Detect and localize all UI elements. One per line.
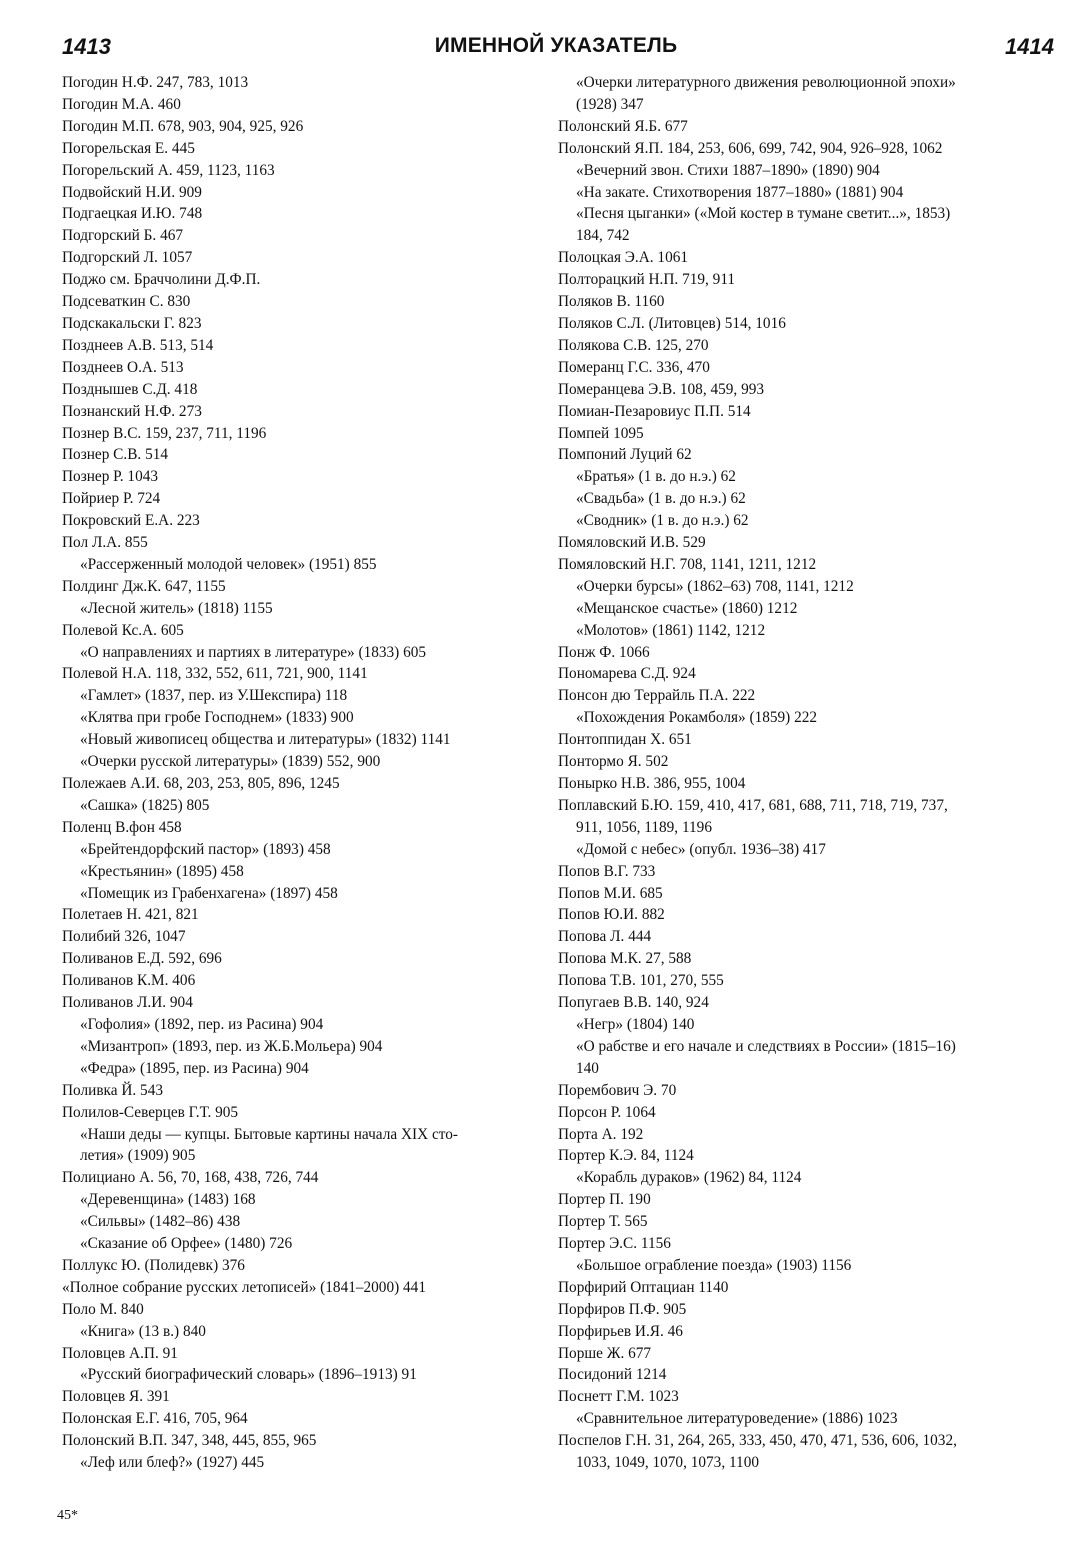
index-entry: Позднеев А.В. 513, 514 xyxy=(62,336,214,354)
index-entry: Помпоний Луций 62 xyxy=(558,446,692,464)
index-entry: «Полное собрание русских летописей» (1841–2000) 441 xyxy=(62,1278,426,1296)
index-entry: Пономарева С.Д. 924 xyxy=(558,665,696,683)
index-subentry: «Корабль дураков» (1962) 84, 1124 xyxy=(576,1169,802,1187)
index-column-right xyxy=(558,72,1038,1474)
index-subentry: «Молотов» (1861) 1142, 1212 xyxy=(576,621,766,639)
index-entry: Поляков В. 1160 xyxy=(558,293,665,311)
index-subentry: «Большое ограбление поезда» (1903) 1156 xyxy=(576,1256,852,1274)
index-subentry: 911, 1056, 1189, 1196 xyxy=(576,818,712,836)
index-entry: Полициано А. 56, 70, 168, 438, 726, 744 xyxy=(62,1169,319,1187)
index-entry: Портер П. 190 xyxy=(558,1191,651,1209)
index-entry: Попова Л. 444 xyxy=(558,928,652,946)
index-subentry: «Новый живописец общества и литературы» (1832) 1141 xyxy=(80,731,451,749)
index-subentry: «Негр» (1804) 140 xyxy=(576,1015,695,1033)
index-subentry: «Очерки бурсы» (1862–63) 708, 1141, 1212 xyxy=(576,577,854,595)
index-entry: Поплавский Б.Ю. 159, 410, 417, 681, 688, 711, 718, 719, 737, xyxy=(558,796,948,814)
index-entry: Помиан-Пезаровиус П.П. 514 xyxy=(558,402,751,420)
index-subentry: «Клятва при гробе Господнем» (1833) 900 xyxy=(80,709,354,727)
index-subentry: «Деревенщина» (1483) 168 xyxy=(80,1191,256,1209)
index-entry: Подгорский Л. 1057 xyxy=(62,249,193,267)
index-entry: Портер К.Э. 84, 1124 xyxy=(558,1147,694,1165)
index-entry: Познер В.С. 159, 237, 711, 1196 xyxy=(62,424,267,442)
right-page-number: 1414 xyxy=(1005,34,1054,59)
index-subentry: «Брейтендорфский пастор» (1893) 458 xyxy=(80,840,331,858)
index-entry: Попова Т.В. 101, 270, 555 xyxy=(558,972,724,990)
index-subentry: «Братья» (1 в. до н.э.) 62 xyxy=(576,468,736,486)
index-subentry: «Рассерженный молодой человек» (1951) 855 xyxy=(80,555,377,573)
index-entry: Погорельский А. 459, 1123, 1163 xyxy=(62,161,275,179)
index-subentry: «Свадьба» (1 в. до н.э.) 62 xyxy=(576,490,746,508)
index-entry: Порсон Р. 1064 xyxy=(558,1103,656,1121)
index-entry: Полибий 326, 1047 xyxy=(62,928,186,946)
index-subentry: «Вечерний звон. Стихи 1887–1890» (1890) 904 xyxy=(576,161,880,179)
index-subentry: «Мещанское счастье» (1860) 1212 xyxy=(576,599,798,617)
index-entry: Понсон дю Террайль П.А. 222 xyxy=(558,687,756,705)
index-entry: Понтоппидан Х. 651 xyxy=(558,731,692,749)
index-entry: Поливанов Л.И. 904 xyxy=(62,994,193,1012)
index-entry: Познер Р. 1043 xyxy=(62,468,159,486)
index-subentry: «Русский биографический словарь» (1896–1913) 91 xyxy=(80,1366,417,1384)
index-entry: Половцев А.П. 91 xyxy=(62,1344,178,1362)
index-entry: Позднышев С.Д. 418 xyxy=(62,380,198,398)
index-entry: Познанский Н.Ф. 273 xyxy=(62,402,202,420)
index-entry: Порембович Э. 70 xyxy=(558,1081,677,1099)
index-entry: Полонский Я.П. 184, 253, 606, 699, 742, 904, 926–928, 1062 xyxy=(558,139,943,157)
index-entry: Полилов-Северцев Г.Т. 905 xyxy=(62,1103,239,1121)
index-entry: Поснетт Г.М. 1023 xyxy=(558,1388,679,1406)
index-subentry: «На закате. Стихотворения 1877–1880» (1881) 904 xyxy=(576,183,904,201)
index-entry: Поллукс Ю. (Полидевк) 376 xyxy=(62,1256,245,1274)
index-subentry: «Очерки русской литературы» (1839) 552, 900 xyxy=(80,753,381,771)
index-entry: Полонский Я.Б. 677 xyxy=(558,117,688,135)
index-subentry: «О направлениях и партиях в литературе» (1833) 605 xyxy=(80,643,427,661)
index-subentry: «Сашка» (1825) 805 xyxy=(80,796,210,814)
index-subentry: «Сводник» (1 в. до н.э.) 62 xyxy=(576,512,749,530)
index-entry: Познер С.В. 514 xyxy=(62,446,169,464)
index-subentry: «Лесной житель» (1818) 1155 xyxy=(80,599,273,617)
index-entry: Портер Э.С. 1156 xyxy=(558,1235,671,1253)
index-entry: Подгаецкая И.Ю. 748 xyxy=(62,205,203,223)
index-entry: Пойриер Р. 724 xyxy=(62,490,161,508)
index-entry: Подгорский Б. 467 xyxy=(62,227,184,245)
index-subentry: «Гофолия» (1892, пер. из Расина) 904 xyxy=(80,1015,324,1033)
index-entry: Попов Ю.И. 882 xyxy=(558,906,665,924)
index-entry: Понтормо Я. 502 xyxy=(558,753,669,771)
index-subentry: 184, 742 xyxy=(576,227,630,245)
index-entry: Поляков С.Л. (Литовцев) 514, 1016 xyxy=(558,314,786,332)
index-subentry: «О рабстве и его начале и следствиях в России» (1815–16) xyxy=(576,1037,956,1055)
index-entry: Подскакальски Г. 823 xyxy=(62,314,202,332)
index-entry: Порта А. 192 xyxy=(558,1125,644,1143)
index-entry: Пол Л.А. 855 xyxy=(62,534,148,552)
index-entry: Подвойский Н.И. 909 xyxy=(62,183,202,201)
index-entry: Полетаев Н. 421, 821 xyxy=(62,906,199,924)
index-entry: Поло М. 840 xyxy=(62,1300,144,1318)
index-entry: Помяловский Н.Г. 708, 1141, 1211, 1212 xyxy=(558,555,817,573)
index-entry: Половцев Я. 391 xyxy=(62,1388,170,1406)
index-entry: Поливка Й. 543 xyxy=(62,1081,163,1099)
index-entry: Поленц В.фон 458 xyxy=(62,818,182,836)
index-entry: Померанц Г.С. 336, 470 xyxy=(558,358,710,376)
index-entry: Помпей 1095 xyxy=(558,424,644,442)
index-entry: Порфирий Оптациан 1140 xyxy=(558,1278,729,1296)
index-entry: Порфирьев И.Я. 46 xyxy=(558,1322,683,1340)
index-subentry: «Сравнительное литературоведение» (1886) 1023 xyxy=(576,1410,898,1428)
left-page-number: 1413 xyxy=(62,34,111,59)
index-entry: Поливанов К.М. 406 xyxy=(62,972,196,990)
index-entry: Погодин М.П. 678, 903, 904, 925, 926 xyxy=(62,117,304,135)
index-entry: Понырко Н.В. 386, 955, 1004 xyxy=(558,775,746,792)
index-entry: Порфиров П.Ф. 905 xyxy=(558,1300,687,1318)
index-entry: Понж Ф. 1066 xyxy=(558,643,650,661)
index-entry: Полторацкий Н.П. 719, 911 xyxy=(558,271,736,289)
index-subentry: 1033, 1049, 1070, 1073, 1100 xyxy=(576,1454,759,1472)
index-subentry: летия» (1909) 905 xyxy=(80,1147,196,1165)
index-subentry: «Помещик из Грабенхагена» (1897) 458 xyxy=(80,884,338,902)
index-entry: Подсеваткин С. 830 xyxy=(62,293,191,311)
index-subentry: «Леф или блеф?» (1927) 445 xyxy=(80,1454,265,1472)
running-title: ИМЕННОЙ УКАЗАТЕЛЬ xyxy=(434,34,678,57)
index-subentry: 140 xyxy=(576,1059,599,1077)
index-entry: Позднеев О.А. 513 xyxy=(62,358,184,376)
index-entry: Полонская Е.Г. 416, 705, 964 xyxy=(62,1410,248,1428)
index-entry: Попугаев В.В. 140, 924 xyxy=(558,994,709,1012)
index-entry: Попова М.К. 27, 588 xyxy=(558,950,692,968)
index-entry: Померанцева Э.В. 108, 459, 993 xyxy=(558,380,765,398)
index-entry: Поджо см. Браччолини Д.Ф.П. xyxy=(62,271,261,289)
index-subentry: «Похождения Рокамболя» (1859) 222 xyxy=(576,709,818,727)
index-entry: Порше Ж. 677 xyxy=(558,1344,652,1362)
index-subentry: «Мизантроп» (1893, пер. из Ж.Б.Мольера) 904 xyxy=(80,1037,383,1055)
index-subentry: «Очерки литературного движения революционной эпохи» xyxy=(576,74,956,91)
index-entry: Полдинг Дж.К. 647, 1155 xyxy=(62,577,226,595)
index-subentry: «Домой с небес» (опубл. 1936–38) 417 xyxy=(576,840,826,858)
index-entry: Погодин Н.Ф. 247, 783, 1013 xyxy=(62,74,249,91)
index-subentry: «Книга» (13 в.) 840 xyxy=(80,1322,206,1340)
index-subentry: «Крестьянин» (1895) 458 xyxy=(80,862,244,880)
index-subentry: «Сильвы» (1482–86) 438 xyxy=(80,1213,241,1231)
index-subentry: «Гамлет» (1837, пер. из У.Шекспира) 118 xyxy=(80,687,348,705)
signature-mark: 45* xyxy=(57,1508,78,1523)
index-subentry: «Наши деды — купцы. Бытовые картины начала XIX сто- xyxy=(80,1125,458,1143)
index-entry: Попов М.И. 685 xyxy=(558,884,663,902)
index-entry: Поливанов Е.Д. 592, 696 xyxy=(62,950,222,968)
page-header xyxy=(58,34,1054,64)
index-entry: Полякова С.В. 125, 270 xyxy=(558,336,709,354)
index-column-left xyxy=(62,72,540,1474)
index-entry: Поспелов Г.Н. 31, 264, 265, 333, 450, 470, 471, 536, 606, 1032, xyxy=(558,1432,957,1450)
index-entry: Полежаев А.И. 68, 203, 253, 805, 896, 1245 xyxy=(62,775,340,792)
index-entry: Полоцкая Э.А. 1061 xyxy=(558,249,689,267)
index-entry: Полонский В.П. 347, 348, 445, 855, 965 xyxy=(62,1432,317,1450)
index-entry: Помяловский И.В. 529 xyxy=(558,534,706,552)
index-entry: Покровский Е.А. 223 xyxy=(62,512,200,530)
index-subentry: «Федра» (1895, пер. из Расина) 904 xyxy=(80,1059,309,1077)
index-entry: Портер Т. 565 xyxy=(558,1213,648,1231)
index-entry: Погорельская Е. 445 xyxy=(62,139,195,157)
index-entry: Погодин М.А. 460 xyxy=(62,95,181,113)
index-subentry: «Сказание об Орфее» (1480) 726 xyxy=(80,1235,293,1253)
index-entry: Посидоний 1214 xyxy=(558,1366,667,1384)
index-entry: Полевой Н.А. 118, 332, 552, 611, 721, 900, 1141 xyxy=(62,665,368,683)
index-subentry: (1928) 347 xyxy=(576,95,644,113)
index-entry: Попов В.Г. 733 xyxy=(558,862,656,880)
index-entry: Полевой Кс.А. 605 xyxy=(62,621,184,639)
index-subentry: «Песня цыганки» («Мой костер в тумане светит...», 1853) xyxy=(576,205,951,223)
